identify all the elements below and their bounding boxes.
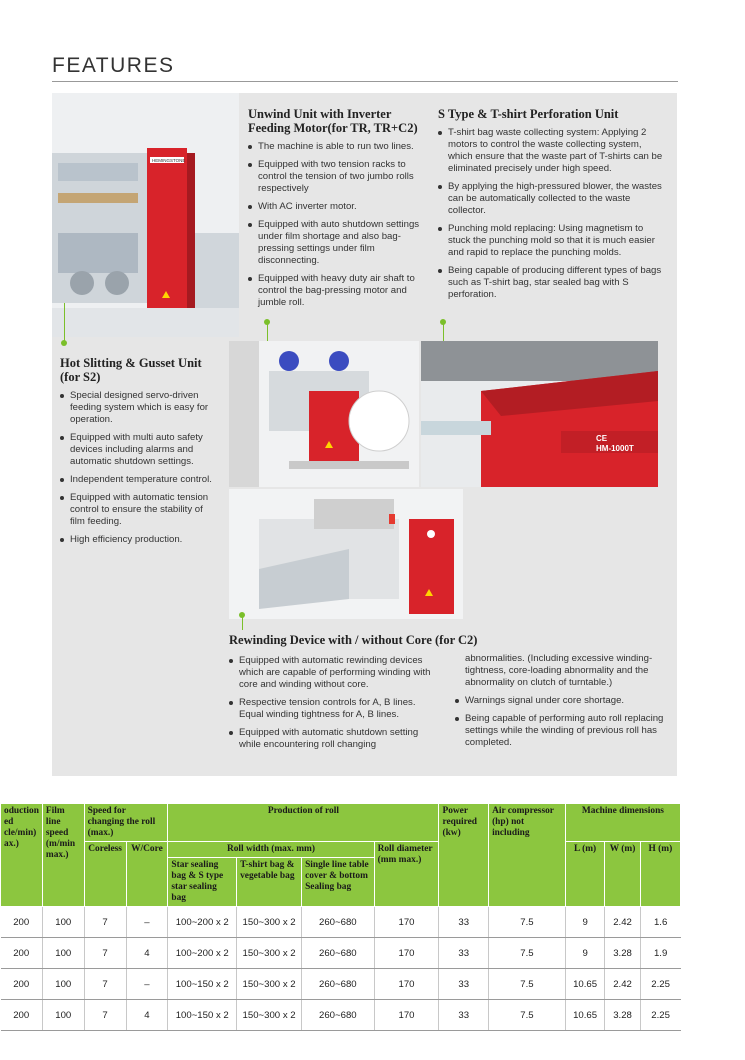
list-item: Warnings signal under core shortage.: [455, 695, 675, 707]
table-cell: 150~300 x 2: [237, 907, 302, 938]
table-cell: 7: [84, 907, 126, 938]
table-row: [1, 938, 681, 969]
table-cell: 260~680: [302, 969, 375, 1000]
header-coreless: Coreless: [84, 842, 126, 907]
table-cell: 9: [565, 907, 604, 938]
header-production: oduction ed cle/min) ax.): [1, 804, 43, 907]
header-width: W (m): [605, 842, 640, 907]
stype-bullets: [438, 127, 663, 301]
table-cell: 9: [565, 938, 604, 969]
list-item: The machine is able to run two lines.: [248, 141, 428, 153]
list-item: Being capable of performing auto roll replacing settings while the winding of previous roll has completed.: [455, 713, 675, 749]
list-item: Equipped with multi auto safety devices including alarms and automatic shutdown settings.: [60, 432, 220, 468]
rewind-left-column: [229, 655, 434, 757]
table-cell: 100~200 x 2: [168, 938, 237, 969]
list-item: Respective tension controls for A, B lines. Equal winding tightness for A, B lines.: [229, 697, 434, 721]
table-cell: 3.28: [605, 1000, 640, 1031]
unwind-bullets: [248, 141, 428, 309]
list-item: Equipped with automatic shutdown setting while encountering roll changing: [229, 727, 434, 751]
machine-brand-label: HEMINGSTONE: [152, 158, 186, 163]
table-cell: 170: [374, 1000, 439, 1031]
table-row: [1, 969, 681, 1000]
header-roll-width: Roll width (max. mm): [168, 842, 374, 858]
callout-dot: [239, 612, 245, 618]
table-cell: 7.5: [489, 938, 566, 969]
table-cell: 33: [439, 1000, 489, 1031]
specs-table: [0, 803, 681, 1031]
header-tshirt-bag: T-shirt bag & vegetable bag: [237, 858, 302, 907]
rewind-heading: Rewinding Device with / without Core (for C2): [229, 633, 478, 647]
table-cell: 2.25: [640, 1000, 680, 1031]
table-cell: 3.28: [605, 938, 640, 969]
callout-dot: [61, 340, 67, 346]
table-cell: 170: [374, 969, 439, 1000]
table-cell: 7: [84, 1000, 126, 1031]
table-cell: 100~150 x 2: [168, 1000, 237, 1031]
table-cell: 2.42: [605, 907, 640, 938]
table-cell: 260~680: [302, 907, 375, 938]
list-item: Equipped with heavy duty air shaft to control the bag-pressing motor and jumble roll.: [248, 273, 428, 309]
table-cell: 150~300 x 2: [237, 938, 302, 969]
list-item: By applying the high-pressured blower, the wastes can be automatically collected to the waste collector.: [438, 181, 663, 217]
unwind-unit-photo: [52, 93, 239, 337]
unwind-heading: Unwind Unit with Inverter Feeding Motor(for TR, TR+C2): [248, 107, 418, 135]
table-cell: 7: [84, 938, 126, 969]
table-cell: 10.65: [565, 969, 604, 1000]
title-divider: [52, 81, 678, 82]
table-cell: 100: [42, 969, 84, 1000]
rewind-right-bullets: [455, 653, 675, 749]
header-air: Air compressor (hp) not including: [489, 804, 566, 907]
table-cell: 260~680: [302, 1000, 375, 1031]
header-wcore: W/Core: [126, 842, 168, 907]
table-cell: 200: [1, 938, 43, 969]
table-cell: 170: [374, 938, 439, 969]
header-single-line: Single line table cover & bottom Sealing bag: [302, 858, 375, 907]
stype-section: [438, 107, 663, 307]
header-dimensions: Machine dimensions: [565, 804, 680, 842]
list-item: Special designed servo-driven feeding system which is easy for operation.: [60, 390, 220, 426]
table-cell: 200: [1, 907, 43, 938]
unwind-section: [248, 107, 428, 315]
table-cell: 4: [126, 1000, 168, 1031]
table-cell: 100: [42, 1000, 84, 1031]
list-item: Punching mold replacing: Using magnetism to stuck the punching mold so that it is much easier and rapid to replace the punching molds.: [438, 223, 663, 259]
rewind-right-column: [455, 653, 675, 755]
callout-line: [64, 303, 65, 343]
table-cell: 100: [42, 938, 84, 969]
table-cell: 200: [1, 969, 43, 1000]
slitting-bullets: [60, 390, 220, 546]
table-row: [1, 1000, 681, 1031]
ce-mark: CE: [596, 434, 608, 443]
perforation-label: HM-1000T: [596, 444, 634, 453]
table-cell: 2.42: [605, 969, 640, 1000]
header-height: H (m): [640, 842, 680, 907]
table-cell: 100~150 x 2: [168, 969, 237, 1000]
table-cell: 170: [374, 907, 439, 938]
table-cell: 33: [439, 907, 489, 938]
list-item: T-shirt bag waste collecting system: Applying 2 motors to control the waste collecting system, which ensure that the waste part of T-shirts can be eliminated precisely under high speed.: [438, 127, 663, 175]
header-production-roll: Production of roll: [168, 804, 439, 842]
list-item: Independent temperature control.: [60, 474, 220, 486]
table-cell: 200: [1, 1000, 43, 1031]
table-cell: 260~680: [302, 938, 375, 969]
header-roll-diameter: Roll diameter (mm max.): [374, 842, 439, 907]
slitting-section: [60, 356, 220, 552]
list-item: Equipped with automatic tension control to ensure the stability of film feeding.: [60, 492, 220, 528]
list-item: High efficiency production.: [60, 534, 220, 546]
table-cell: 7.5: [489, 907, 566, 938]
header-changing: Speed for changing the roll (max.): [84, 804, 168, 842]
perforation-unit-photo: [421, 341, 658, 487]
stype-heading: S Type & T-shirt Perforation Unit: [438, 107, 619, 121]
table-cell: –: [126, 907, 168, 938]
rewind-section: [229, 633, 669, 653]
table-cell: 1.6: [640, 907, 680, 938]
table-cell: 10.65: [565, 1000, 604, 1031]
header-star-bag: Star sealing bag & S type star sealing bag: [168, 858, 237, 907]
header-length: L (m): [565, 842, 604, 907]
slitting-heading: Hot Slitting & Gusset Unit (for S2): [60, 356, 202, 384]
table-cell: 7: [84, 969, 126, 1000]
rewinding-device-photo: [229, 489, 463, 619]
header-film-speed: Film line speed (m/min max.): [42, 804, 84, 907]
unwind-closeup-photo: [229, 341, 419, 487]
header-power: Power required (kw): [439, 804, 489, 907]
rewind-left-bullets: [229, 655, 434, 751]
table-cell: 7.5: [489, 1000, 566, 1031]
list-item: abnormalities. (Including excessive winding-tightness, core-loading abnormality and the abnormality on clutch of turntable.): [465, 653, 653, 688]
list-item: Equipped with auto shutdown settings under film shortage and also bag- pressing settings under film disconnecting.: [248, 219, 428, 267]
list-item: Being capable of producing different types of bags such as T-shirt bag, star sealed bag with S perforation.: [438, 265, 663, 301]
table-cell: 100~200 x 2: [168, 907, 237, 938]
table-row: [1, 907, 681, 938]
table-cell: 7.5: [489, 969, 566, 1000]
table-cell: 100: [42, 907, 84, 938]
list-item: With AC inverter motor.: [248, 201, 428, 213]
table-cell: 4: [126, 938, 168, 969]
table-cell: 1.9: [640, 938, 680, 969]
table-cell: 2.25: [640, 969, 680, 1000]
page-title: FEATURES: [52, 54, 175, 77]
table-cell: 150~300 x 2: [237, 1000, 302, 1031]
table-cell: –: [126, 969, 168, 1000]
table-cell: 33: [439, 969, 489, 1000]
list-item: Equipped with automatic rewinding devices which are capable of performing winding with core and winding without core.: [229, 655, 434, 691]
table-cell: 33: [439, 938, 489, 969]
table-cell: 150~300 x 2: [237, 969, 302, 1000]
list-item: Equipped with two tension racks to control the tension of two jumbo rolls respectively: [248, 159, 428, 195]
